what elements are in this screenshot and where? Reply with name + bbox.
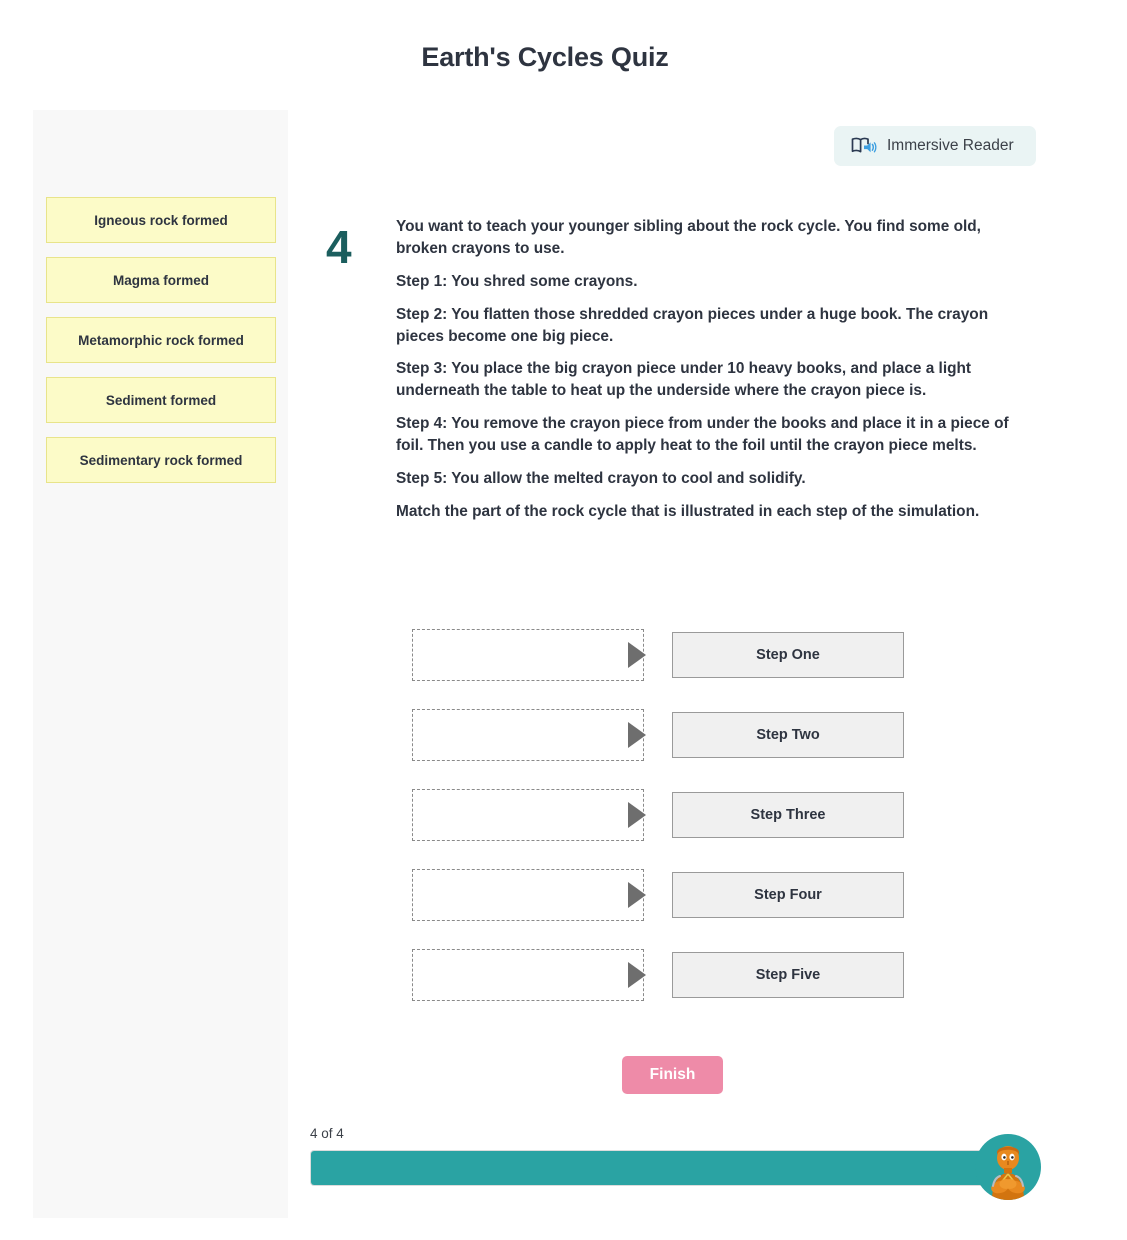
arrow-right-icon [628,962,646,988]
step-text: You place the big crayon piece under 10 heavy books, and place a light underneath the table to heat up the underside where the crayon piece is. [396,360,972,400]
match-target-label: Step Two [756,727,820,743]
question-intro: You want to teach your younger sibling about the rock cycle. You find some old, broken crayons to use. [396,218,981,257]
question-step-3 [396,358,1032,402]
arrow-right-icon [628,882,646,908]
drag-item-label: Sedimentary rock formed [79,452,243,468]
drop-zone-step-one[interactable] [412,629,644,681]
progress-bar [310,1150,1036,1186]
match-target-step-three [672,792,904,838]
arrow-right-icon [628,642,646,668]
drag-source-panel [33,110,288,1218]
question-step-2 [396,304,1032,348]
drop-zone-step-four[interactable] [412,869,644,921]
match-target-label: Step Five [755,967,821,983]
drag-item-label: Igneous rock formed [94,212,228,228]
book-speaker-icon [851,136,877,156]
page-title: Earth's Cycles Quiz [421,42,669,72]
matching-area [412,629,904,1001]
step-text: You flatten those shredded crayon pieces under a huge book. The crayon pieces become one big piece. [396,305,989,345]
avatar[interactable] [975,1134,1041,1200]
match-row [412,789,904,841]
progress-label: 4 of 4 [310,1126,344,1141]
immersive-reader-button[interactable] [834,126,1036,166]
drop-zone-step-two[interactable] [412,709,644,761]
question-text [396,216,1032,523]
finish-button[interactable]: Finish [622,1056,723,1094]
match-target-label: Step Three [750,807,826,823]
step-text: You shred some crayons. [447,272,638,290]
drag-item-sediment-formed[interactable] [46,377,276,423]
match-row [412,949,904,1001]
match-target-step-four [672,872,904,918]
progress-bar-fill [311,1151,1035,1185]
match-target-label: Step One [756,647,820,663]
step-lead: Step 2: [396,305,448,323]
step-lead: Step 1: [396,272,448,290]
drag-item-list [46,197,276,497]
arrow-right-icon [628,802,646,828]
match-row [412,869,904,921]
immersive-reader-label: Immersive Reader [887,137,1014,154]
match-target-step-two [672,712,904,758]
drop-zone-step-three[interactable] [412,789,644,841]
drag-item-magma-formed[interactable] [46,257,276,303]
arrow-right-icon [628,722,646,748]
match-target-step-five [672,952,904,998]
question-step-4 [396,413,1032,457]
match-target-label: Step Four [754,887,822,903]
drag-item-label: Magma formed [112,272,210,288]
drag-item-sedimentary-rock-formed[interactable] [46,437,276,483]
drag-item-label: Metamorphic rock formed [78,332,244,348]
question-instruction: Match the part of the rock cycle that is illustrated in each step of the simulation. [396,502,980,520]
step-text: You allow the melted crayon to cool and solidify. [447,469,806,487]
step-lead: Step 4: [396,415,448,433]
question-number: 4 [326,221,352,273]
match-row [412,629,904,681]
step-text: You remove the crayon piece from under the books and place it in a piece of foil. Then you use a candle to apply heat to the foil until the crayon piece melts. [396,415,1009,454]
step-lead: Step 5: [396,469,448,487]
step-lead: Step 3: [396,360,448,378]
drop-zone-step-five[interactable] [412,949,644,1001]
match-row [412,709,904,761]
match-target-step-one [672,632,904,678]
question-step-5 [396,468,1032,490]
drag-item-metamorphic-rock-formed[interactable] [46,317,276,363]
drag-item-igneous-rock-formed[interactable] [46,197,276,243]
question-step-1 [396,271,1032,293]
drag-item-label: Sediment formed [105,392,217,408]
